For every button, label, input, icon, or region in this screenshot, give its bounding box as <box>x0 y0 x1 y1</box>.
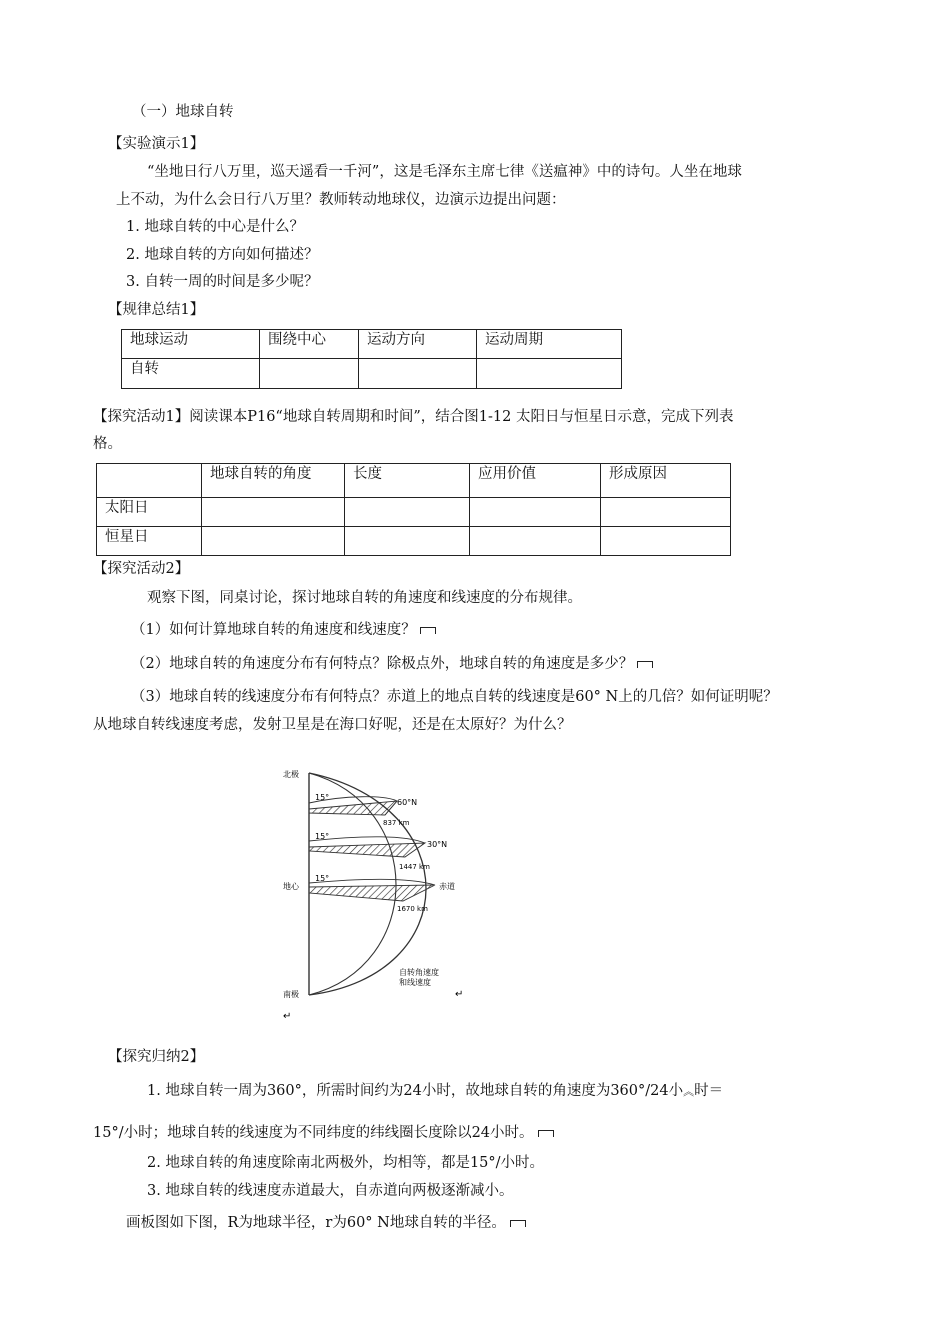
summary-header-cell: 围绕中心 <box>260 330 359 359</box>
day-cell <box>202 498 345 527</box>
demo-paragraph-line1: “坐地日行八万里，巡天遥看一千河”，这是毛泽东主席七律《送瘟神》中的诗句。人坐在地球 <box>147 164 742 180</box>
label-speed-equator: 1670 km <box>397 905 428 913</box>
paragraph-mark-icon <box>538 1130 554 1137</box>
board-note <box>126 1213 526 1233</box>
day-cell <box>202 527 345 556</box>
induction-item-3: 3. 地球自转的线速度赤道最大，自赤道向两极逐渐减小。 <box>147 1183 514 1199</box>
figure-caption-line2: 和线速度 <box>399 978 431 987</box>
demo-question-1: 1. 地球自转的中心是什么？ <box>126 219 304 235</box>
return-mark-icon: ↵ <box>283 1011 292 1022</box>
day-cell <box>601 498 731 527</box>
label-lat-30n: 30°N <box>427 840 448 849</box>
activity1-line2: 格。 <box>93 436 122 452</box>
item-1-line2-text: 15°/小时；地球自转的线速度为不同纬度的纬线圈长度除以24小时。 <box>93 1125 534 1141</box>
induction-heading: 【探究归纳2】 <box>108 1049 205 1065</box>
summary-header-cell: 运动周期 <box>477 330 622 359</box>
activity1-line1: 【探究活动1】阅读课本P16“地球自转周期和时间”，结合图1-12 太阳日与恒星日示意，完成下列表 <box>93 409 734 425</box>
label-lat-60n: 60°N <box>397 798 418 807</box>
demo-heading: 【实验演示1】 <box>108 136 205 152</box>
day-header-cell: 形成原因 <box>601 464 731 498</box>
paragraph-mark-icon <box>510 1220 526 1227</box>
summary-cell <box>260 359 359 389</box>
activity2-question-3-line1: （3）地球自转的线速度分布有何特点？赤道上的地点自转的线速度是60° N上的几倍？如何证明呢？ <box>131 689 778 705</box>
label-south-pole: 南极 <box>283 990 299 999</box>
question-2-text: （2）地球自转的角速度分布有何特点？除极点外，地球自转的角速度是多少？ <box>131 656 634 672</box>
summary-header-cell: 地球运动 <box>122 330 260 359</box>
day-cell <box>470 498 601 527</box>
summary-heading: 【规律总结1】 <box>108 302 205 318</box>
day-row-label: 恒星日 <box>97 527 202 556</box>
paragraph-mark-icon <box>420 627 436 634</box>
item-1-text: 1. 地球自转一周为360°，所需时间约为24小时，故地球自转的角速度为360°/24小 <box>147 1083 684 1099</box>
summary-table <box>121 329 622 389</box>
activity2-question-1 <box>131 620 436 640</box>
label-equator: 赤道 <box>439 882 455 891</box>
label-north-pole: 北极 <box>283 770 299 779</box>
day-cell <box>345 527 470 556</box>
day-row-label: 太阳日 <box>97 498 202 527</box>
induction-item-2: 2. 地球自转的角速度除南北两极外，均相等，都是15°/小时。 <box>147 1155 545 1171</box>
day-cell <box>601 527 731 556</box>
section-title: （一）地球自转 <box>132 104 234 120</box>
rotation-speed-figure <box>275 765 480 1035</box>
summary-cell: 自转 <box>122 359 260 389</box>
sector-equator <box>309 885 435 901</box>
day-table <box>96 463 731 556</box>
day-header-cell: 应用价值 <box>470 464 601 498</box>
induction-item-1-line1 <box>147 1081 723 1102</box>
label-earth-center: 地心 <box>283 882 299 891</box>
day-cell <box>345 498 470 527</box>
day-cell <box>470 527 601 556</box>
summary-cell <box>477 359 622 389</box>
summary-header-cell: 运动方向 <box>359 330 477 359</box>
question-1-text: （1）如何计算地球自转的角速度和线速度？ <box>131 622 416 638</box>
label-speed-60n: 837 km <box>383 819 410 827</box>
sector-60n <box>309 801 397 815</box>
demo-paragraph-line2: 上不动，为什么会日行八万里？教师转动地球仪，边演示边提出问题： <box>116 192 566 208</box>
sector-30n <box>309 843 425 857</box>
induction-item-1-line2 <box>93 1123 554 1143</box>
label-angle-30: 15° <box>315 832 330 841</box>
board-note-text: 画板图如下图，R为地球半径，r为60° N地球自转的半径。 <box>126 1215 506 1231</box>
item-1-tail: 时＝ <box>694 1083 724 1099</box>
activity2-heading: 【探究活动2】 <box>93 561 190 577</box>
return-mark-icon: ↵ <box>455 989 464 1000</box>
activity2-intro: 观察下图，同桌讨论，探讨地球自转的角速度和线速度的分布规律。 <box>147 590 582 606</box>
day-header-cell <box>97 464 202 498</box>
label-angle-eq: 15° <box>315 874 330 883</box>
label-angle-60: 15° <box>315 793 330 802</box>
activity2-question-2 <box>131 654 653 674</box>
figure-caption-line1: 自转角速度 <box>399 968 439 977</box>
day-header-cell: 地球自转的角度 <box>202 464 345 498</box>
paragraph-mark-icon <box>637 661 653 668</box>
demo-question-2: 2. 地球自转的方向如何描述？ <box>126 247 319 263</box>
demo-question-3: 3. 自转一周的时间是多少呢？ <box>126 274 319 290</box>
summary-cell <box>359 359 477 389</box>
day-header-cell: 长度 <box>345 464 470 498</box>
label-speed-30n: 1447 km <box>399 863 430 871</box>
caret-icon: ︽ <box>683 1085 695 1098</box>
activity2-question-3-line2: 从地球自转线速度考虑，发射卫星是在海口好呢，还是在太原好？为什么？ <box>93 717 572 733</box>
